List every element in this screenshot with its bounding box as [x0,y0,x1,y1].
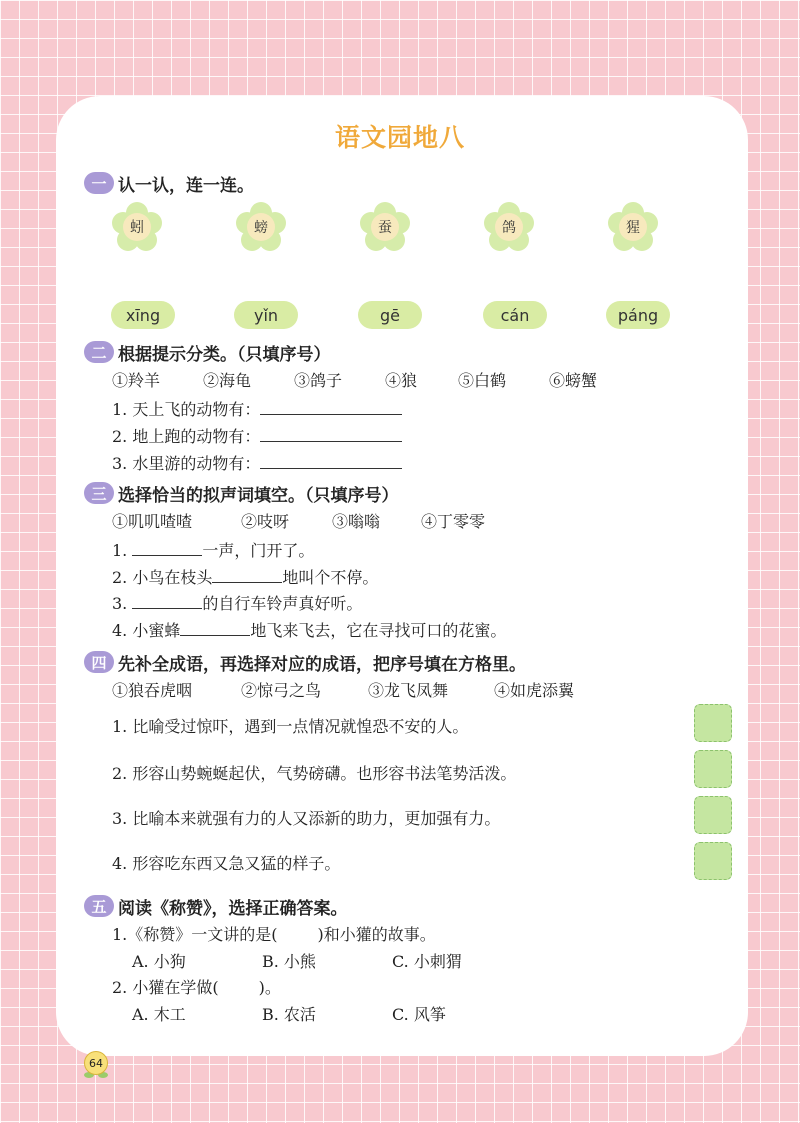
question-row [112,591,362,614]
question-row [112,538,314,561]
section-title: 阅读《称赞》，选择正确答案。 [118,898,348,919]
question-row [112,397,402,420]
question-text: 4. 小蜜蜂 [112,621,181,640]
character-flower[interactable] [608,202,658,252]
character-flower[interactable] [360,202,410,252]
idiom-question: 2. 形容山势蜿蜒起伏，气势磅礴。也形容书法笔势活泼。 [112,764,517,783]
pinyin-pill[interactable]: yǐn [234,301,298,329]
question-row [112,451,402,474]
choice[interactable]: C. 风筝 [392,1005,446,1024]
question-row [112,975,281,998]
question-text: 2. 地上跑的动物有： [112,427,261,446]
option: ③鸽子 [294,371,343,390]
choice[interactable]: A. 木工 [132,1005,186,1024]
section-2-header [84,340,331,364]
question-row [112,618,506,641]
answer-box[interactable] [694,750,732,788]
section-title: 认一认，连一连。 [118,175,254,196]
section-badge: 二 [84,341,114,363]
character-text: 猩 [619,213,647,241]
pinyin-pill[interactable]: páng [606,301,670,329]
question-text: 2. 小鸟在枝头 [112,568,213,587]
option: ③嗡嗡 [332,512,381,531]
option: ①羚羊 [112,371,161,390]
option: ⑥螃蟹 [549,371,598,390]
question-text: 地叫个不停。 [282,568,379,587]
section-4-header [84,650,526,674]
character-text: 螃 [247,213,275,241]
answer-blank[interactable] [180,619,250,636]
idiom-question: 1. 比喻受过惊吓，遇到一点情况就惶恐不安的人。 [112,717,469,736]
character-text: 蚕 [371,213,399,241]
section-title: 根据提示分类。（只填序号） [118,344,331,365]
option: ②海龟 [203,371,252,390]
question-text: 1. [112,541,133,560]
page-number: 64 [84,1051,108,1075]
answer-box[interactable] [694,704,732,742]
section-5-header [84,894,348,918]
question-text: 的自行车铃声真好听。 [202,594,363,613]
answer-box[interactable] [694,796,732,834]
question-text: 3. 水里游的动物有： [112,454,261,473]
choice[interactable]: B. 小熊 [262,952,316,971]
question-row [112,424,402,447]
section-badge: 五 [84,895,114,917]
option: ④丁零零 [421,512,486,531]
section-3-header [84,481,399,505]
answer-blank[interactable] [132,592,202,609]
answer-blank[interactable] [260,425,402,442]
option: ①叽叽喳喳 [112,512,193,531]
idiom-question: 3. 比喻本来就强有力的人又添新的助力，更加强有力。 [112,809,501,828]
choice[interactable]: B. 农活 [262,1005,316,1024]
section-title: 先补全成语，再选择对应的成语，把序号填在方格里。 [118,654,526,675]
question-text: )和小獾的故事。 [317,925,436,944]
choice[interactable]: A. 小狗 [132,952,186,971]
character-flower[interactable] [236,202,286,252]
section-1-header [84,171,254,195]
option: ④狼 [385,371,418,390]
character-text: 蚓 [123,213,151,241]
question-text: 3. [112,594,133,613]
question-text: 1.《称赞》一文讲的是( [112,925,278,944]
question-row [112,922,436,945]
option: ③龙飞凤舞 [368,681,449,700]
idiom-question: 4. 形容吃东西又急又猛的样子。 [112,854,341,873]
answer-box[interactable] [694,842,732,880]
page-title: 语文园地八 [334,123,465,152]
question-text: 1. 天上飞的动物有： [112,400,261,419]
pinyin-pill[interactable]: gē [358,301,422,329]
character-flower[interactable] [112,202,162,252]
section-badge: 三 [84,482,114,504]
pinyin-pill[interactable]: xīng [111,301,175,329]
question-text: 一声，门开了。 [202,541,315,560]
question-text: 地飞来飞去，它在寻找可口的花蜜。 [250,621,507,640]
option: ④如虎添翼 [494,681,575,700]
question-row [112,565,378,588]
option: ⑤白鹤 [458,371,507,390]
option: ①狼吞虎咽 [112,681,193,700]
pinyin-pill[interactable]: cán [483,301,547,329]
question-text: 2. 小獾在学做( [112,978,219,997]
option: ②惊弓之鸟 [241,681,322,700]
answer-blank[interactable] [132,539,202,556]
section-title: 选择恰当的拟声词填空。（只填序号） [118,485,399,506]
answer-blank[interactable] [260,398,402,415]
answer-blank[interactable] [212,566,282,583]
choice[interactable]: C. 小刺猬 [392,952,462,971]
character-flower[interactable] [484,202,534,252]
answer-blank[interactable] [260,452,402,469]
character-text: 鸽 [495,213,523,241]
option: ②吱呀 [241,512,290,531]
section-badge: 四 [84,651,114,673]
section-badge: 一 [84,172,114,194]
question-text: )。 [258,978,281,997]
